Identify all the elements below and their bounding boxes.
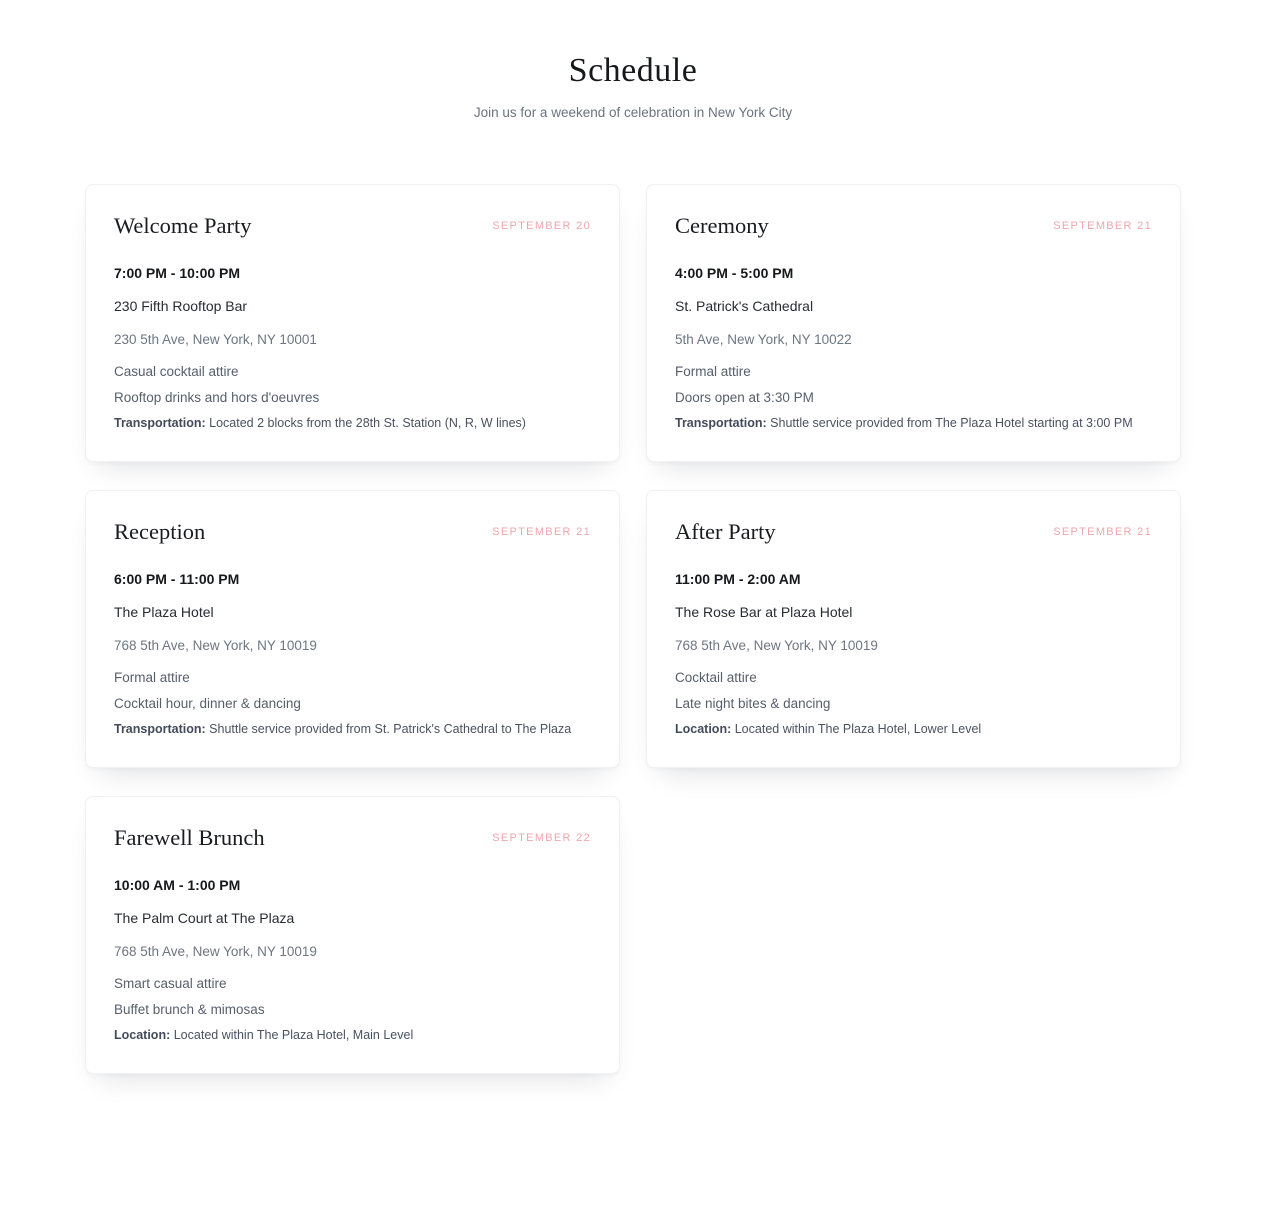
event-note-text: Located within The Plaza Hotel, Main Level <box>173 1028 414 1043</box>
event-card <box>85 796 620 1074</box>
event-description: Doors open at 3:30 PM <box>675 390 814 406</box>
event-note-text: Shuttle service provided from The Plaza Hotel starting at 3:00 PM <box>770 416 1133 431</box>
event-title: Ceremony <box>675 213 769 238</box>
event-address: 768 5th Ave, New York, NY 10019 <box>675 637 878 653</box>
event-venue: The Palm Court at The Plaza <box>114 909 295 926</box>
event-date-badge: SEPTEMBER 21 <box>1053 220 1152 232</box>
schedule-grid <box>85 184 1181 1074</box>
event-venue: St. Patrick's Cathedral <box>675 297 814 314</box>
event-note-text: Located within The Plaza Hotel, Lower Level <box>734 722 982 737</box>
event-attire: Formal attire <box>675 363 751 379</box>
event-date-badge: SEPTEMBER 22 <box>492 831 591 844</box>
event-attire: Formal attire <box>114 669 190 685</box>
event-note <box>675 721 1152 739</box>
event-time: 7:00 PM - 10:00 PM <box>114 265 241 281</box>
event-title: Farewell Brunch <box>114 824 265 850</box>
event-note-text: Located 2 blocks from the 28th St. Station (N, R, W lines) <box>209 416 526 431</box>
event-note <box>114 721 591 739</box>
event-description: Buffet brunch & mimosas <box>114 1002 265 1017</box>
event-venue: 230 Fifth Rooftop Bar <box>114 297 248 314</box>
event-note-label: Location: <box>675 722 732 737</box>
page-subtitle: Join us for a weekend of celebration in New York City <box>473 105 793 120</box>
event-description: Cocktail hour, dinner & dancing <box>114 696 301 712</box>
event-card-header <box>114 213 591 239</box>
event-card-header <box>675 213 1152 239</box>
event-note-label: Transportation: <box>675 416 767 431</box>
event-title: Reception <box>114 518 206 544</box>
event-card <box>646 490 1181 768</box>
event-attire: Casual cocktail attire <box>114 363 239 379</box>
event-venue: The Plaza Hotel <box>114 603 214 620</box>
event-note-label: Transportation: <box>114 722 206 737</box>
event-card-header <box>114 519 591 545</box>
event-title: After Party <box>675 518 776 544</box>
event-note <box>114 1027 591 1045</box>
event-date-badge: SEPTEMBER 21 <box>1053 525 1152 538</box>
event-address: 230 5th Ave, New York, NY 10001 <box>114 331 317 347</box>
event-description: Rooftop drinks and hors d'oeuvres <box>114 390 320 406</box>
event-address: 768 5th Ave, New York, NY 10019 <box>114 637 317 653</box>
event-note <box>675 415 1152 433</box>
page-header <box>0 52 1266 120</box>
event-date-badge: SEPTEMBER 20 <box>492 220 591 232</box>
event-note-label: Location: <box>114 1028 171 1043</box>
event-venue: The Rose Bar at Plaza Hotel <box>675 603 853 620</box>
event-address: 768 5th Ave, New York, NY 10019 <box>114 943 317 959</box>
event-card <box>85 184 620 462</box>
event-time: 10:00 AM - 1:00 PM <box>114 876 241 893</box>
event-note <box>114 415 591 433</box>
event-title: Welcome Party <box>114 213 252 238</box>
event-time: 11:00 PM - 2:00 AM <box>675 570 801 587</box>
event-card <box>85 490 620 768</box>
event-time: 4:00 PM - 5:00 PM <box>675 265 794 281</box>
event-attire: Cocktail attire <box>675 669 757 685</box>
event-date-badge: SEPTEMBER 21 <box>492 525 591 538</box>
event-card-header <box>114 825 591 851</box>
event-note-text: Shuttle service provided from St. Patrick's Cathedral to The Plaza <box>209 722 572 737</box>
event-attire: Smart casual attire <box>114 975 227 991</box>
event-note-label: Transportation: <box>114 416 206 431</box>
event-card-header <box>675 519 1152 545</box>
event-card <box>646 184 1181 462</box>
event-description: Late night bites & dancing <box>675 696 831 712</box>
event-address: 5th Ave, New York, NY 10022 <box>675 331 852 347</box>
event-time: 6:00 PM - 11:00 PM <box>114 570 240 587</box>
page-title: Schedule <box>568 52 698 89</box>
